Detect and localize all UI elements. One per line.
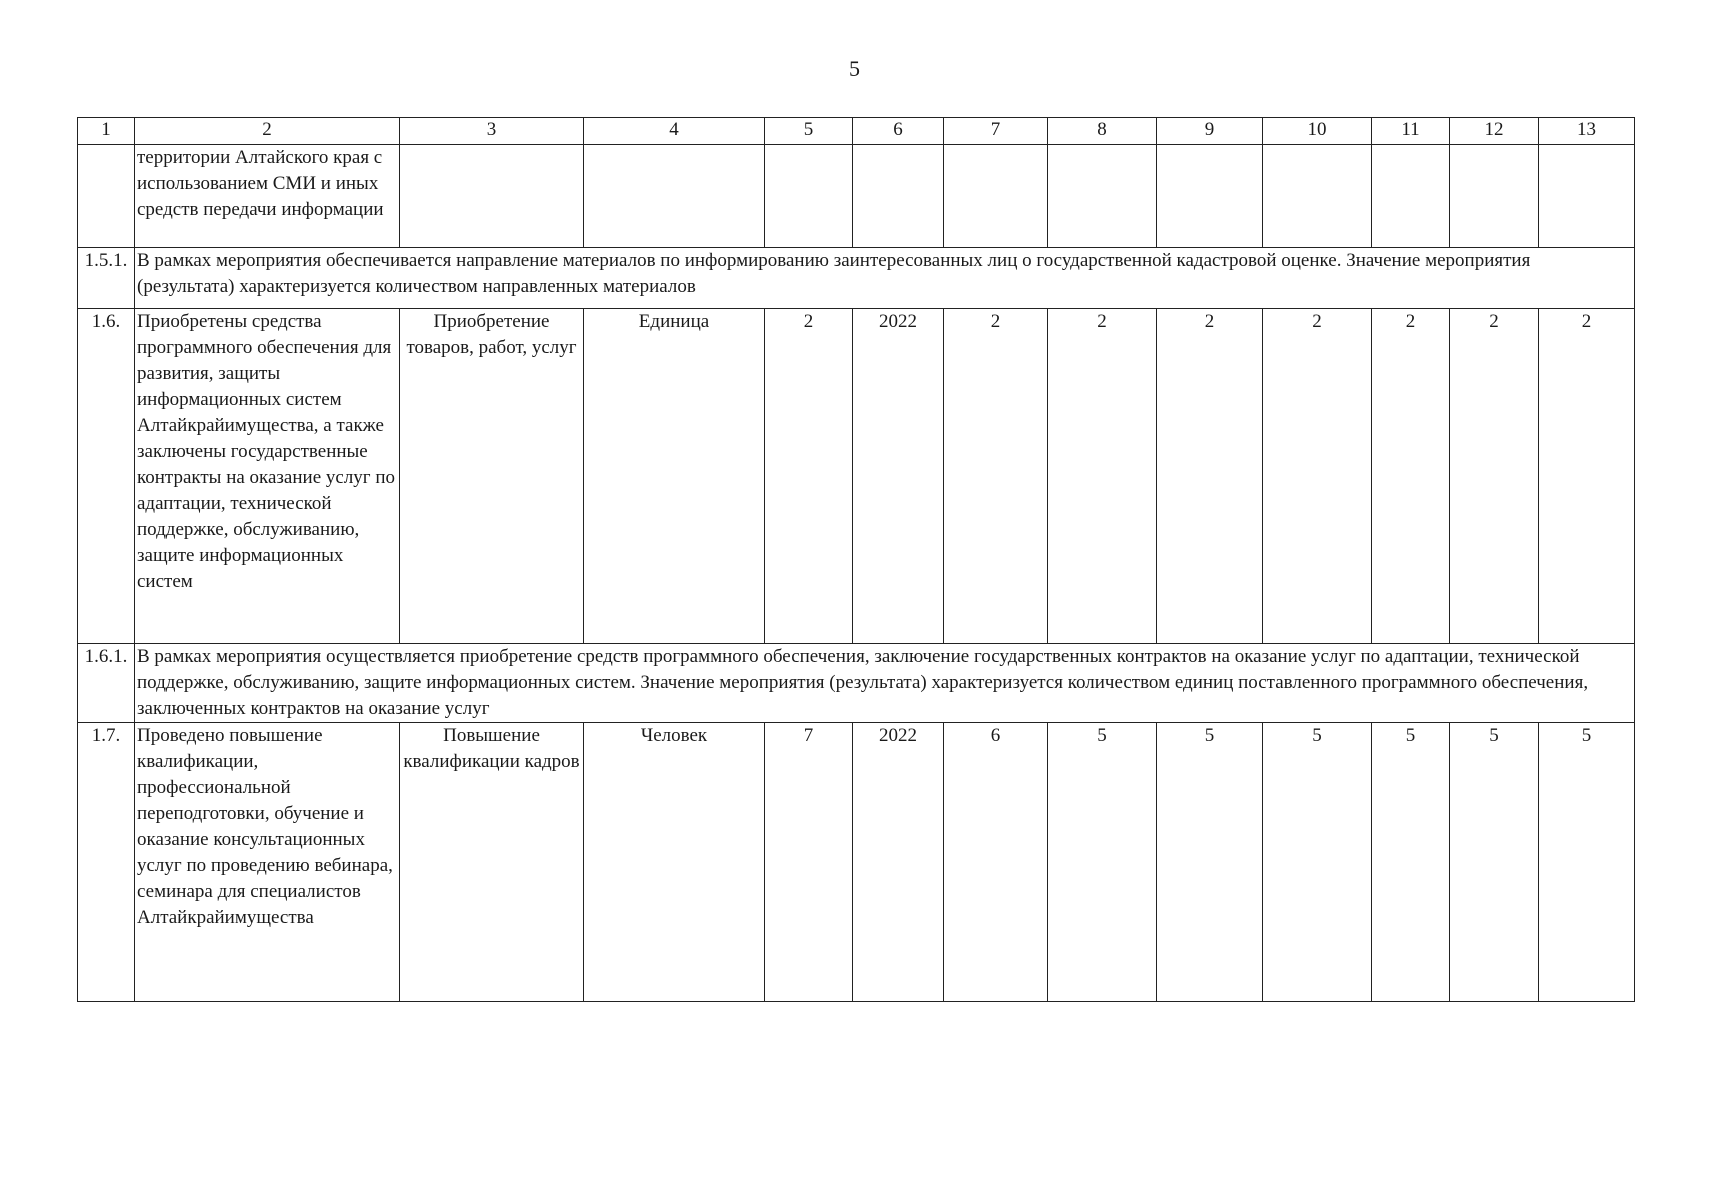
value-cell: 7 [765,723,853,1002]
value-cell: 5 [1263,723,1372,1002]
row-number-cell: 1.6.1. [78,644,135,723]
row-type-cell: Приобретение товаров, работ, услуг [400,309,584,644]
value-cell: 2 [1263,309,1372,644]
empty-cell [765,145,853,248]
value-cell: 2 [944,309,1048,644]
value-cell: 5 [1450,723,1539,1002]
empty-cell [944,145,1048,248]
value-cell: 5 [1372,723,1450,1002]
value-cell: 2 [765,309,853,644]
row-number-cell: 1.5.1. [78,248,135,309]
column-header: 4 [584,118,765,145]
value-cell: 2022 [853,723,944,1002]
value-cell: 6 [944,723,1048,1002]
table-row-1-5-1 [78,248,1635,309]
indicators-table [77,117,1635,1002]
value-cell: 5 [1157,723,1263,1002]
value-cell: 2 [1048,309,1157,644]
column-header: 12 [1450,118,1539,145]
table-row-continuation [78,145,1635,248]
row-description-cell: В рамках мероприятия обеспечивается направление материалов по информированию заинтересованных лиц о государственной кадастровой оценке. Значение мероприятия (результата) характеризуется количеством направленных материалов [135,248,1635,309]
empty-cell [1157,145,1263,248]
value-cell: 2 [1539,309,1635,644]
column-header: 2 [135,118,400,145]
value-cell: 2022 [853,309,944,644]
row-number-cell: 1.6. [78,309,135,644]
value-cell: 5 [1048,723,1157,1002]
column-header: 11 [1372,118,1450,145]
empty-cell [400,145,584,248]
empty-cell [1263,145,1372,248]
page-number: 5 [849,56,860,81]
value-cell: 2 [1450,309,1539,644]
row-number-cell: 1.7. [78,723,135,1002]
row-unit-cell: Человек [584,723,765,1002]
value-cell: 2 [1157,309,1263,644]
empty-cell [584,145,765,248]
row-name-cell: территории Алтайского края с использованием СМИ и иных средств передачи информации [135,145,400,248]
row-name-cell: Проведено повышение квалификации, профессиональной переподготовки, обучение и оказание консультационных услуг по проведению вебинара, семинара для специалистов Алтайкрайимущества [135,723,400,1002]
table-row-1-6 [78,309,1635,644]
row-unit-cell: Единица [584,309,765,644]
table-row-1-7 [78,723,1635,1002]
empty-cell [1372,145,1450,248]
value-cell: 2 [1372,309,1450,644]
column-header: 1 [78,118,135,145]
empty-cell [1450,145,1539,248]
column-header: 8 [1048,118,1157,145]
column-header: 10 [1263,118,1372,145]
column-header: 5 [765,118,853,145]
row-description-cell: В рамках мероприятия осуществляется приобретение средств программного обеспечения, заключение государственных контрактов на оказание услуг по адаптации, технической поддержке, обслуживанию, защите информационных систем. Значение мероприятия (результата) характеризуется количеством единиц поставленного программного обеспечения, заключенных контрактов на оказание услуг [135,644,1635,723]
column-header: 13 [1539,118,1635,145]
empty-cell [853,145,944,248]
column-header: 7 [944,118,1048,145]
row-number-cell [78,145,135,248]
row-name-cell: Приобретены средства программного обеспечения для развития, защиты информационных систем Алтайкрайимущества, а также заключены государственные контракты на оказание услуг по адаптации, технической поддержке, обслуживанию, защите информационных систем [135,309,400,644]
value-cell: 5 [1539,723,1635,1002]
empty-cell [1539,145,1635,248]
column-header: 9 [1157,118,1263,145]
table-row-1-6-1 [78,644,1635,723]
column-header: 6 [853,118,944,145]
column-header: 3 [400,118,584,145]
empty-cell [1048,145,1157,248]
row-type-cell: Повышение квалификации кадров [400,723,584,1002]
table-header-row [78,118,1635,145]
